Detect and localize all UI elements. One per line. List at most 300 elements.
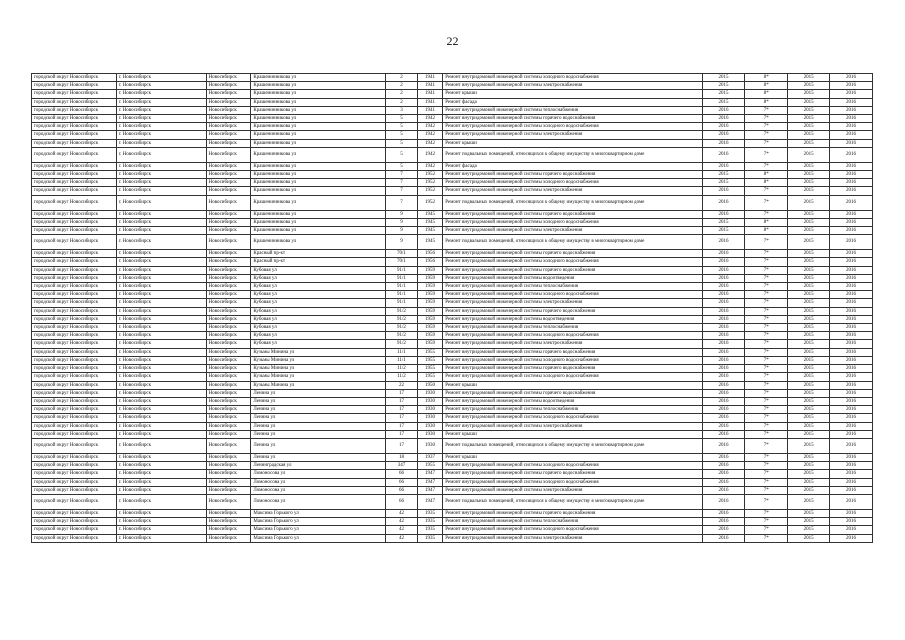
plan-year-cell: 2016 (702, 250, 745, 258)
priority-cell: 7* (745, 348, 788, 356)
house-cell: 3 (386, 106, 418, 114)
city-cell: г. Новосибирск (116, 74, 206, 82)
priority-cell: 7* (745, 307, 788, 315)
end-year-cell: 2016 (830, 179, 873, 187)
priority-cell: 8* (745, 218, 788, 226)
work-type-cell: Ремонт крыши (443, 90, 702, 98)
street-cell: Кубовая ул (251, 274, 386, 282)
priority-cell: 7* (745, 258, 788, 266)
table-row (32, 494, 873, 509)
settlement-cell: Новосибирск (206, 534, 251, 542)
house-cell: 70/1 (386, 258, 418, 266)
end-year-cell: 2016 (830, 139, 873, 147)
year-built-cell: 1956 (417, 250, 443, 258)
district-cell: городской округ Новосибирск (32, 381, 117, 389)
plan-year-cell: 2015 (702, 171, 745, 179)
end-year-cell: 2016 (830, 453, 873, 461)
priority-cell: 7* (745, 266, 788, 274)
district-cell: городской округ Новосибирск (32, 235, 117, 250)
work-type-cell: Ремонт крыши (443, 381, 702, 389)
table-row (32, 534, 873, 542)
district-cell: городской округ Новосибирск (32, 171, 117, 179)
house-cell: 9 (386, 218, 418, 226)
work-type-cell: Ремонт подвальных помещений, относящихся к общему имуществу в многоквартирном доме (443, 147, 702, 162)
year-built-cell: 1941 (417, 74, 443, 82)
plan-year-cell: 2016 (702, 526, 745, 534)
street-cell: Кубовая ул (251, 307, 386, 315)
year-built-cell: 1935 (417, 526, 443, 534)
year-built-cell: 1941 (417, 82, 443, 90)
table-row (32, 258, 873, 266)
plan-year-cell: 2016 (702, 478, 745, 486)
priority-cell: 7* (745, 389, 788, 397)
house-cell: 66 (386, 478, 418, 486)
priority-cell: 7* (745, 534, 788, 542)
end-year-cell: 2016 (830, 430, 873, 438)
plan-year-cell: 2016 (702, 509, 745, 517)
house-cell: 91/1 (386, 299, 418, 307)
city-cell: г. Новосибирск (116, 526, 206, 534)
table-row (32, 373, 873, 381)
priority-cell: 8* (745, 98, 788, 106)
house-cell: 91/2 (386, 332, 418, 340)
year-built-cell: 1930 (417, 422, 443, 430)
priority-cell: 7* (745, 438, 788, 453)
district-cell: городской округ Новосибирск (32, 179, 117, 187)
plan-year-cell: 2016 (702, 139, 745, 147)
priority-cell: 8* (745, 74, 788, 82)
street-cell: Ленина ул (251, 397, 386, 405)
city-cell: г. Новосибирск (116, 389, 206, 397)
settlement-cell: Новосибирск (206, 235, 251, 250)
priority-cell: 7* (745, 406, 788, 414)
year-built-cell: 1959 (417, 324, 443, 332)
plan-year-cell: 2015 (702, 90, 745, 98)
work-type-cell: Ремонт внутридомовой инженерной системы горячего водоснабжения (443, 266, 702, 274)
settlement-cell: Новосибирск (206, 123, 251, 131)
plan-year-cell: 2016 (702, 115, 745, 123)
house-cell: 91/1 (386, 291, 418, 299)
year-built-cell: 1937 (417, 453, 443, 461)
end-year-cell: 2016 (830, 266, 873, 274)
start-year-cell: 2015 (788, 291, 830, 299)
house-cell: 5 (386, 115, 418, 123)
end-year-cell: 2016 (830, 534, 873, 542)
work-type-cell: Ремонт внутридомовой инженерной системы электроснабжения (443, 187, 702, 195)
settlement-cell: Новосибирск (206, 98, 251, 106)
street-cell: Крашенинникова ул (251, 131, 386, 139)
start-year-cell: 2015 (788, 131, 830, 139)
district-cell: городской округ Новосибирск (32, 227, 117, 235)
district-cell: городской округ Новосибирск (32, 389, 117, 397)
start-year-cell: 2015 (788, 210, 830, 218)
year-built-cell: 1930 (417, 430, 443, 438)
priority-cell: 8* (745, 82, 788, 90)
start-year-cell: 2015 (788, 106, 830, 114)
city-cell: г. Новосибирск (116, 315, 206, 323)
house-cell: 42 (386, 526, 418, 534)
district-cell: городской округ Новосибирск (32, 90, 117, 98)
priority-cell: 7* (745, 131, 788, 139)
district-cell: городской округ Новосибирск (32, 453, 117, 461)
year-built-cell: 1959 (417, 332, 443, 340)
priority-cell: 7* (745, 115, 788, 123)
work-type-cell: Ремонт внутридомовой инженерной системы горячего водоснабжения (443, 348, 702, 356)
city-cell: г. Новосибирск (116, 397, 206, 405)
end-year-cell: 2016 (830, 162, 873, 170)
priority-cell: 7* (745, 486, 788, 494)
work-type-cell: Ремонт крыши (443, 453, 702, 461)
start-year-cell: 2015 (788, 397, 830, 405)
table-row (32, 462, 873, 470)
plan-year-cell: 2016 (702, 299, 745, 307)
work-type-cell: Ремонт внутридомовой инженерной системы горячего водоснабжения (443, 509, 702, 517)
year-built-cell: 1945 (417, 218, 443, 226)
house-cell: 2 (386, 82, 418, 90)
work-type-cell: Ремонт внутридомовой инженерной системы теплоснабжения (443, 106, 702, 114)
settlement-cell: Новосибирск (206, 397, 251, 405)
city-cell: г. Новосибирск (116, 307, 206, 315)
start-year-cell: 2015 (788, 171, 830, 179)
work-type-cell: Ремонт внутридомовой инженерной системы горячего водоснабжения (443, 115, 702, 123)
plan-year-cell: 2016 (702, 389, 745, 397)
year-built-cell: 1930 (417, 414, 443, 422)
settlement-cell: Новосибирск (206, 139, 251, 147)
house-cell: 2 (386, 74, 418, 82)
end-year-cell: 2016 (830, 381, 873, 389)
district-cell: городской округ Новосибирск (32, 470, 117, 478)
work-type-cell: Ремонт внутридомовой инженерной системы горячего водоснабжения (443, 389, 702, 397)
settlement-cell: Новосибирск (206, 266, 251, 274)
start-year-cell: 2015 (788, 438, 830, 453)
district-cell: городской округ Новосибирск (32, 139, 117, 147)
table-row (32, 90, 873, 98)
priority-cell: 7* (745, 365, 788, 373)
priority-cell: 7* (745, 478, 788, 486)
settlement-cell: Новосибирск (206, 162, 251, 170)
table-row (32, 210, 873, 218)
table-row (32, 115, 873, 123)
city-cell: г. Новосибирск (116, 365, 206, 373)
settlement-cell: Новосибирск (206, 438, 251, 453)
house-cell: 11/2 (386, 365, 418, 373)
priority-cell: 7* (745, 283, 788, 291)
year-built-cell: 1942 (417, 147, 443, 162)
settlement-cell: Новосибирск (206, 291, 251, 299)
year-built-cell: 1952 (417, 179, 443, 187)
street-cell: Крашенинникова ул (251, 90, 386, 98)
table-row (32, 486, 873, 494)
end-year-cell: 2016 (830, 332, 873, 340)
work-type-cell: Ремонт внутридомовой инженерной системы холодного водоснабжения (443, 123, 702, 131)
year-built-cell: 1959 (417, 266, 443, 274)
table-row (32, 266, 873, 274)
house-cell: 17 (386, 414, 418, 422)
district-cell: городской округ Новосибирск (32, 365, 117, 373)
settlement-cell: Новосибирск (206, 478, 251, 486)
priority-cell: 7* (745, 470, 788, 478)
house-cell: 7 (386, 171, 418, 179)
house-cell: 17 (386, 438, 418, 453)
settlement-cell: Новосибирск (206, 430, 251, 438)
settlement-cell: Новосибирск (206, 195, 251, 210)
plan-year-cell: 2016 (702, 422, 745, 430)
street-cell: Кубовая ул (251, 324, 386, 332)
end-year-cell: 2016 (830, 195, 873, 210)
house-cell: 5 (386, 131, 418, 139)
priority-cell: 7* (745, 453, 788, 461)
start-year-cell: 2015 (788, 453, 830, 461)
work-type-cell: Ремонт внутридомовой инженерной системы горячего водоснабжения (443, 365, 702, 373)
street-cell: Красный пр-кт (251, 250, 386, 258)
end-year-cell: 2016 (830, 227, 873, 235)
start-year-cell: 2015 (788, 518, 830, 526)
priority-cell: 7* (745, 291, 788, 299)
street-cell: Крашенинникова ул (251, 162, 386, 170)
year-built-cell: 1930 (417, 406, 443, 414)
district-cell: городской округ Новосибирск (32, 123, 117, 131)
start-year-cell: 2015 (788, 462, 830, 470)
year-built-cell: 1930 (417, 438, 443, 453)
district-cell: городской округ Новосибирск (32, 486, 117, 494)
plan-year-cell: 2016 (702, 210, 745, 218)
priority-cell: 8* (745, 179, 788, 187)
start-year-cell: 2015 (788, 179, 830, 187)
settlement-cell: Новосибирск (206, 258, 251, 266)
city-cell: г. Новосибирск (116, 462, 206, 470)
priority-cell: 7* (745, 299, 788, 307)
district-cell: городской округ Новосибирск (32, 414, 117, 422)
priority-cell: 7* (745, 332, 788, 340)
start-year-cell: 2015 (788, 332, 830, 340)
end-year-cell: 2016 (830, 74, 873, 82)
plan-year-cell: 2016 (702, 195, 745, 210)
end-year-cell: 2016 (830, 299, 873, 307)
end-year-cell: 2016 (830, 486, 873, 494)
end-year-cell: 2016 (830, 307, 873, 315)
table-row (32, 106, 873, 114)
start-year-cell: 2015 (788, 307, 830, 315)
settlement-cell: Новосибирск (206, 179, 251, 187)
plan-year-cell: 2016 (702, 106, 745, 114)
street-cell: Крашенинникова ул (251, 218, 386, 226)
settlement-cell: Новосибирск (206, 218, 251, 226)
year-built-cell: 1955 (417, 373, 443, 381)
district-cell: городской округ Новосибирск (32, 210, 117, 218)
plan-year-cell: 2016 (702, 470, 745, 478)
house-cell: 91/2 (386, 315, 418, 323)
year-built-cell: 1942 (417, 131, 443, 139)
start-year-cell: 2015 (788, 74, 830, 82)
settlement-cell: Новосибирск (206, 187, 251, 195)
city-cell: г. Новосибирск (116, 494, 206, 509)
table-row (32, 171, 873, 179)
settlement-cell: Новосибирск (206, 332, 251, 340)
year-built-cell: 1959 (417, 299, 443, 307)
table-row (32, 324, 873, 332)
settlement-cell: Новосибирск (206, 274, 251, 282)
district-cell: городской округ Новосибирск (32, 494, 117, 509)
settlement-cell: Новосибирск (206, 381, 251, 389)
city-cell: г. Новосибирск (116, 210, 206, 218)
table-row (32, 430, 873, 438)
table-row (32, 74, 873, 82)
district-cell: городской округ Новосибирск (32, 332, 117, 340)
district-cell: городской округ Новосибирск (32, 526, 117, 534)
city-cell: г. Новосибирск (116, 123, 206, 131)
year-built-cell: 1930 (417, 389, 443, 397)
end-year-cell: 2016 (830, 373, 873, 381)
plan-year-cell: 2015 (702, 227, 745, 235)
table-row (32, 348, 873, 356)
city-cell: г. Новосибирск (116, 430, 206, 438)
priority-cell: 7* (745, 422, 788, 430)
house-cell: 42 (386, 534, 418, 542)
plan-year-cell: 2016 (702, 123, 745, 131)
house-cell: 66 (386, 470, 418, 478)
end-year-cell: 2016 (830, 494, 873, 509)
settlement-cell: Новосибирск (206, 356, 251, 364)
year-built-cell: 1947 (417, 478, 443, 486)
house-cell: 5 (386, 123, 418, 131)
work-type-cell: Ремонт внутридомовой инженерной системы холодного водоснабжения (443, 218, 702, 226)
city-cell: г. Новосибирск (116, 381, 206, 389)
plan-year-cell: 2016 (702, 307, 745, 315)
house-cell: 9 (386, 210, 418, 218)
work-type-cell: Ремонт внутридомовой инженерной системы теплоснабжения (443, 518, 702, 526)
end-year-cell: 2016 (830, 171, 873, 179)
work-type-cell: Ремонт внутридомовой инженерной системы горячего водоснабжения (443, 307, 702, 315)
house-cell: 91/2 (386, 340, 418, 348)
start-year-cell: 2015 (788, 422, 830, 430)
plan-year-cell: 2016 (702, 147, 745, 162)
district-cell: городской округ Новосибирск (32, 348, 117, 356)
district-cell: городской округ Новосибирск (32, 340, 117, 348)
start-year-cell: 2015 (788, 340, 830, 348)
start-year-cell: 2015 (788, 115, 830, 123)
table-row (32, 283, 873, 291)
plan-year-cell: 2016 (702, 162, 745, 170)
settlement-cell: Новосибирск (206, 414, 251, 422)
end-year-cell: 2016 (830, 90, 873, 98)
plan-year-cell: 2016 (702, 381, 745, 389)
settlement-cell: Новосибирск (206, 90, 251, 98)
settlement-cell: Новосибирск (206, 171, 251, 179)
table-row (32, 340, 873, 348)
start-year-cell: 2015 (788, 365, 830, 373)
start-year-cell: 2015 (788, 381, 830, 389)
city-cell: г. Новосибирск (116, 283, 206, 291)
year-built-cell: 1942 (417, 115, 443, 123)
table-row (32, 195, 873, 210)
work-type-cell: Ремонт внутридомовой инженерной системы электроснабжения (443, 82, 702, 90)
end-year-cell: 2016 (830, 258, 873, 266)
district-cell: городской округ Новосибирск (32, 438, 117, 453)
year-built-cell: 1947 (417, 494, 443, 509)
city-cell: г. Новосибирск (116, 131, 206, 139)
house-cell: 11/1 (386, 348, 418, 356)
street-cell: Кубовая ул (251, 283, 386, 291)
city-cell: г. Новосибирск (116, 162, 206, 170)
district-cell: городской округ Новосибирск (32, 162, 117, 170)
end-year-cell: 2016 (830, 526, 873, 534)
district-cell: городской округ Новосибирск (32, 307, 117, 315)
street-cell: Максима Горького ул (251, 518, 386, 526)
year-built-cell: 1942 (417, 162, 443, 170)
table-row (32, 227, 873, 235)
settlement-cell: Новосибирск (206, 406, 251, 414)
house-cell: 17 (386, 422, 418, 430)
settlement-cell: Новосибирск (206, 324, 251, 332)
start-year-cell: 2015 (788, 534, 830, 542)
district-cell: городской округ Новосибирск (32, 324, 117, 332)
priority-cell: 8* (745, 171, 788, 179)
house-cell: 11/2 (386, 373, 418, 381)
end-year-cell: 2016 (830, 422, 873, 430)
street-cell: Ленина ул (251, 430, 386, 438)
settlement-cell: Новосибирск (206, 348, 251, 356)
table-row (32, 299, 873, 307)
end-year-cell: 2016 (830, 389, 873, 397)
end-year-cell: 2016 (830, 478, 873, 486)
city-cell: г. Новосибирск (116, 470, 206, 478)
priority-cell: 7* (745, 106, 788, 114)
house-cell: 2 (386, 98, 418, 106)
table-row (32, 187, 873, 195)
priority-cell: 7* (745, 250, 788, 258)
street-cell: Крашенинникова ул (251, 106, 386, 114)
start-year-cell: 2015 (788, 373, 830, 381)
district-cell: городской округ Новосибирск (32, 422, 117, 430)
year-built-cell: 1947 (417, 486, 443, 494)
end-year-cell: 2016 (830, 365, 873, 373)
table-row (32, 365, 873, 373)
street-cell: Крашенинникова ул (251, 147, 386, 162)
start-year-cell: 2015 (788, 195, 830, 210)
start-year-cell: 2015 (788, 123, 830, 131)
plan-year-cell: 2016 (702, 430, 745, 438)
district-cell: городской округ Новосибирск (32, 462, 117, 470)
year-built-cell: 1941 (417, 90, 443, 98)
work-type-cell: Ремонт внутридомовой инженерной системы электроснабжения (443, 486, 702, 494)
work-type-cell: Ремонт подвальных помещений, относящихся к общему имуществу в многоквартирном доме (443, 235, 702, 250)
plan-year-cell: 2016 (702, 494, 745, 509)
house-cell: 42 (386, 509, 418, 517)
table-row (32, 332, 873, 340)
year-built-cell: 1952 (417, 171, 443, 179)
plan-year-cell: 2016 (702, 518, 745, 526)
work-type-cell: Ремонт внутридомовой инженерной системы электроснабжения (443, 340, 702, 348)
work-type-cell: Ремонт внутридомовой инженерной системы холодного водоснабжения (443, 414, 702, 422)
year-built-cell: 1956 (417, 258, 443, 266)
street-cell: Ломоносова ул (251, 486, 386, 494)
table-row (32, 291, 873, 299)
house-cell: 91/2 (386, 307, 418, 315)
street-cell: Кузьмы Минина ул (251, 365, 386, 373)
work-type-cell: Ремонт внутридомовой инженерной системы горячего водоснабжения (443, 470, 702, 478)
table-row (32, 82, 873, 90)
house-cell: 5 (386, 162, 418, 170)
year-built-cell: 1941 (417, 106, 443, 114)
year-built-cell: 1930 (417, 397, 443, 405)
settlement-cell: Новосибирск (206, 74, 251, 82)
house-cell: 9 (386, 227, 418, 235)
plan-year-cell: 2015 (702, 98, 745, 106)
start-year-cell: 2015 (788, 250, 830, 258)
end-year-cell: 2016 (830, 324, 873, 332)
street-cell: Крашенинникова ул (251, 187, 386, 195)
work-type-cell: Ремонт внутридомовой инженерной системы холодного водоснабжения (443, 478, 702, 486)
